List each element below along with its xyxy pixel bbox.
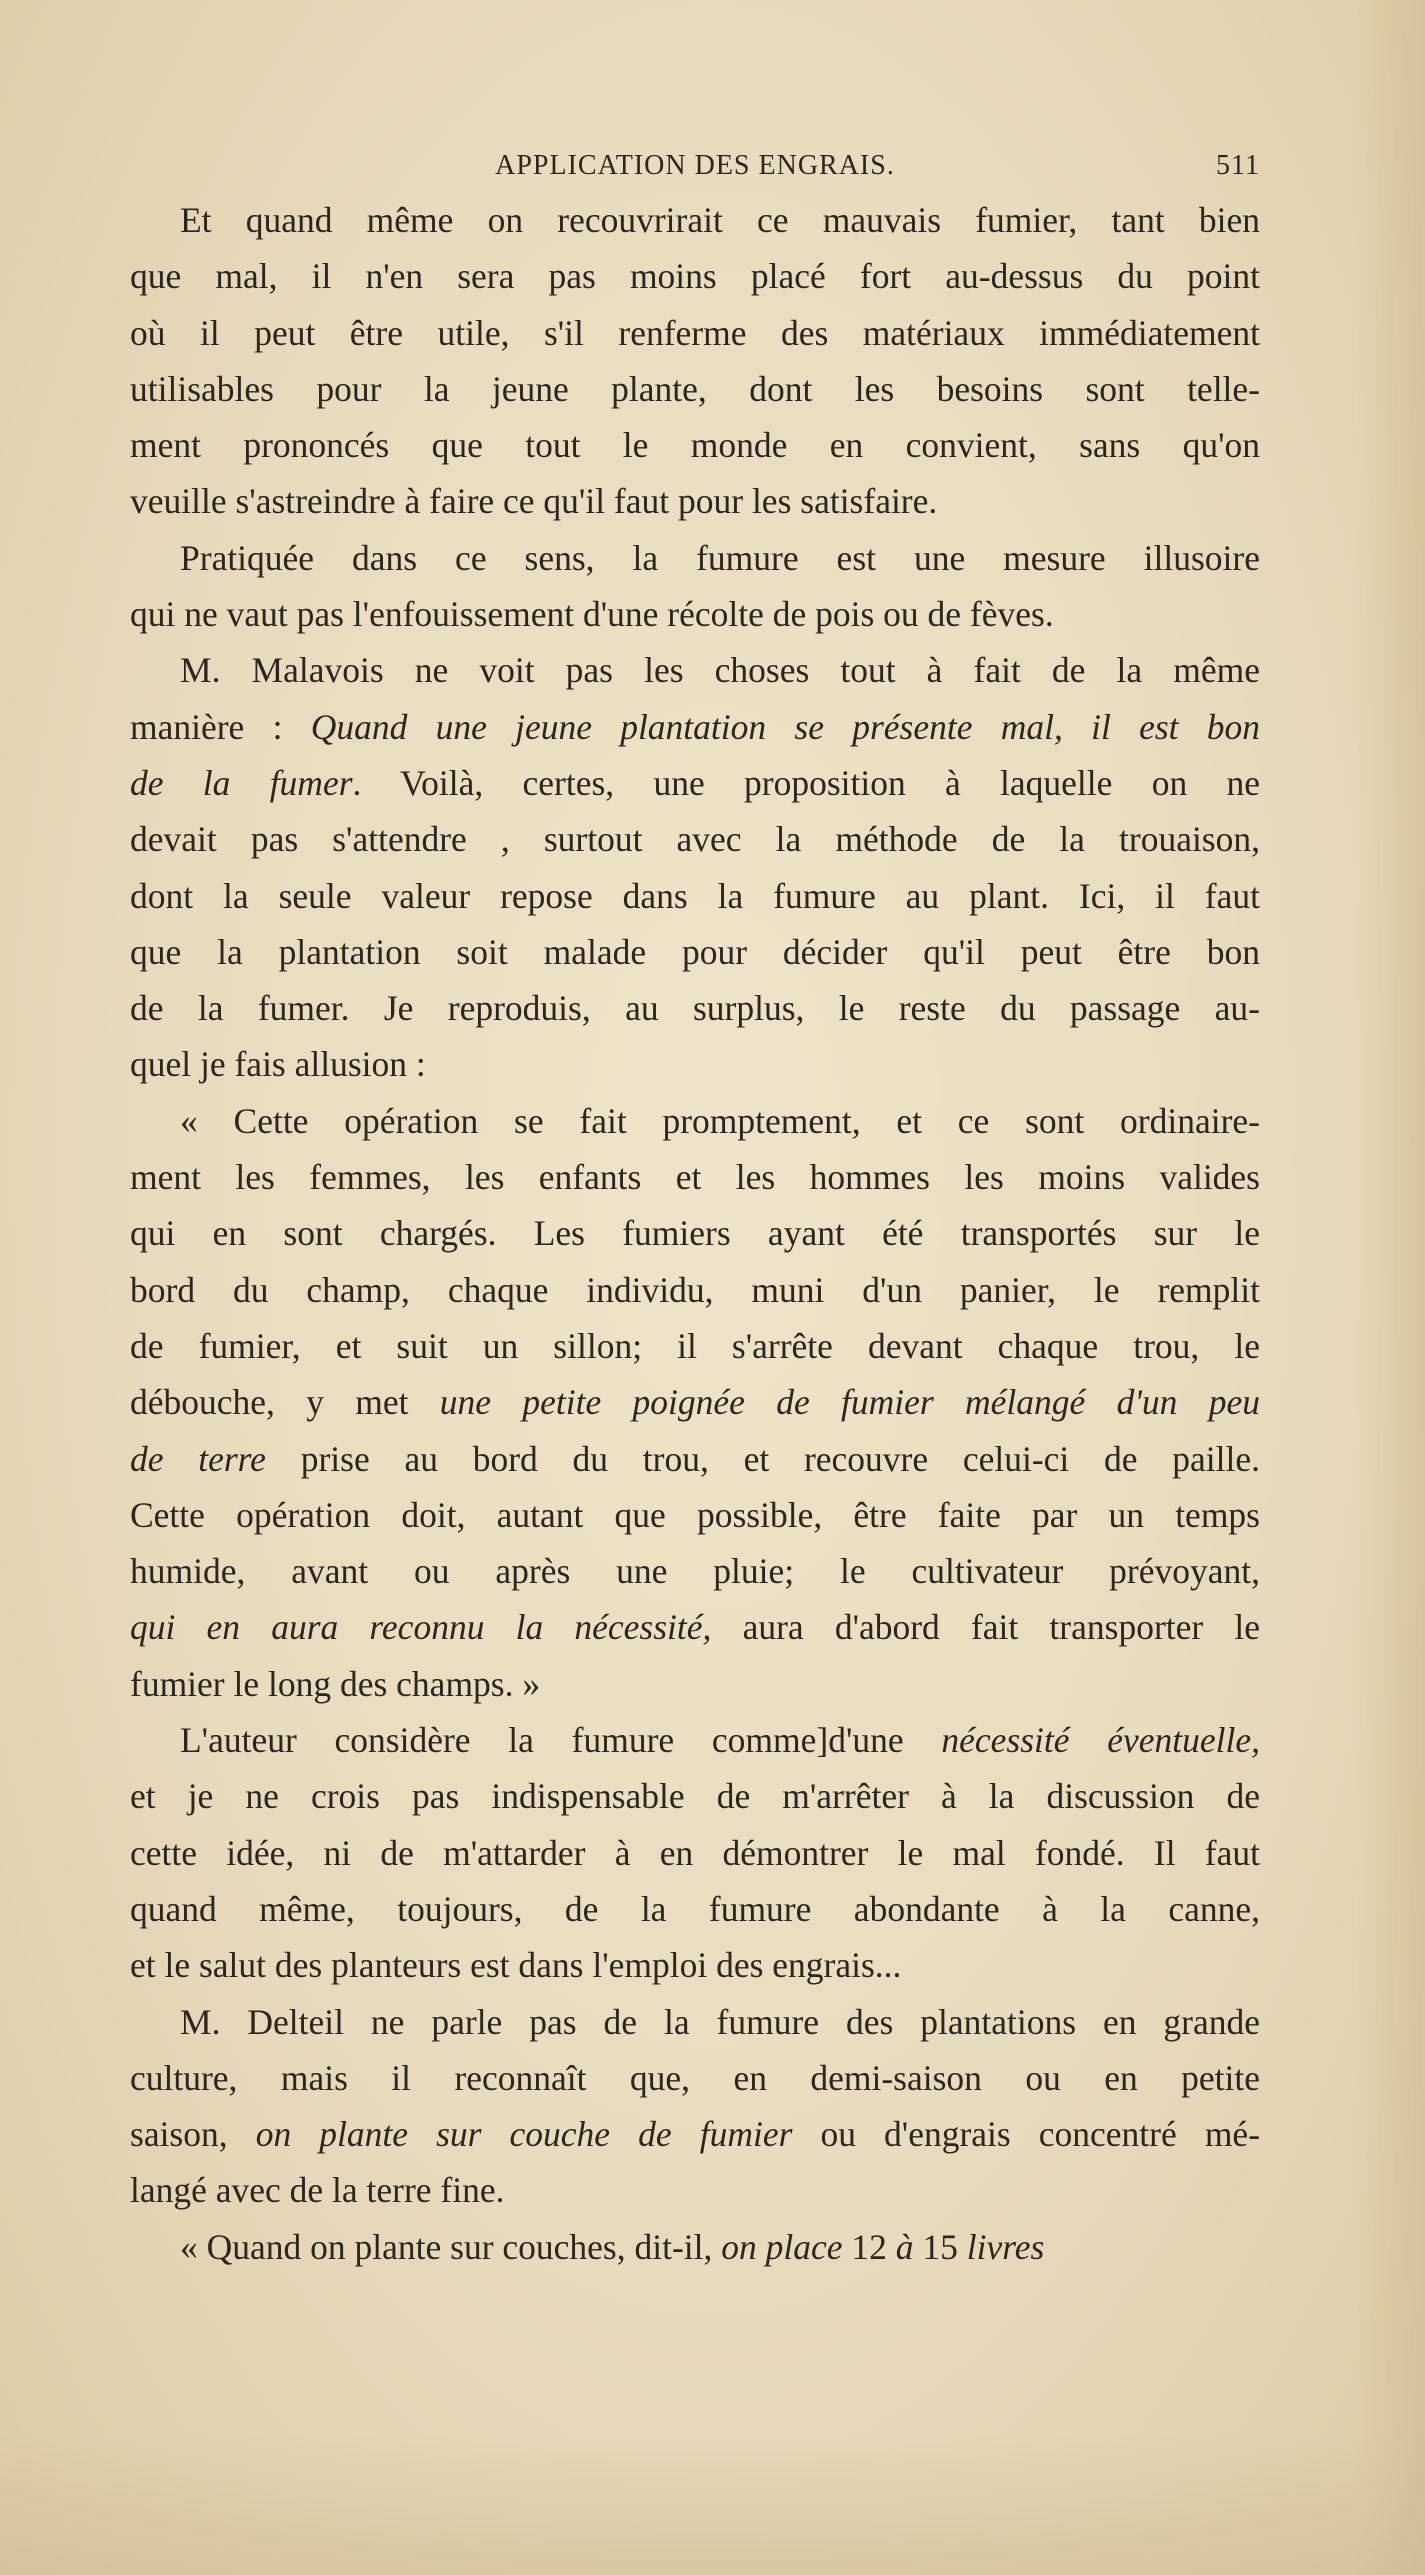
italic-text: de terre bbox=[130, 1438, 266, 1479]
text-segment: langé avec de la terre fine. bbox=[130, 2170, 505, 2211]
text-line bbox=[130, 417, 1260, 473]
text-line bbox=[130, 1036, 1260, 1092]
text-segment: prise au bord du trou, et recouvre celui-ci de paille. bbox=[265, 1438, 1260, 1479]
text-segment: ment prononcés que tout le monde en convient, sans qu'on bbox=[130, 425, 1260, 466]
text-line bbox=[130, 924, 1260, 980]
text-segment: manière : bbox=[130, 706, 311, 747]
text-line bbox=[130, 2050, 1260, 2106]
text-segment: de la fumer. Je reproduis, au surplus, le reste du passage au- bbox=[130, 988, 1260, 1029]
text-line bbox=[130, 1487, 1260, 1543]
text-line bbox=[130, 1599, 1260, 1655]
text-line bbox=[130, 1881, 1260, 1937]
italic-text: on plante sur couche de fumier bbox=[255, 2114, 793, 2155]
text-segment: de fumier, et suit un sillon; il s'arrête devant chaque trou, le bbox=[130, 1325, 1260, 1366]
text-segment: M. Delteil ne parle pas de la fumure des plantations en grande bbox=[180, 2001, 1260, 2042]
text-segment: où il peut être utile, s'il renferme des matériaux immédiatement bbox=[130, 312, 1260, 353]
italic-text: livres bbox=[966, 2226, 1045, 2267]
italic-text: qui en aura reconnu la nécessité, bbox=[130, 1607, 712, 1648]
text-segment: 12 bbox=[842, 2226, 896, 2267]
body-text bbox=[130, 192, 1260, 2275]
italic-text: une petite poignée de fumier mélangé d'un peu bbox=[439, 1382, 1260, 1423]
text-line bbox=[130, 1149, 1260, 1205]
text-line bbox=[130, 1431, 1260, 1487]
text-segment: L'auteur considère la fumure comme]d'une bbox=[180, 1720, 942, 1761]
text-segment: Pratiquée dans ce sens, la fumure est une mesure illusoire bbox=[180, 537, 1260, 578]
text-line bbox=[130, 1937, 1260, 1993]
text-line bbox=[130, 1712, 1260, 1768]
text-segment: 15 bbox=[913, 2226, 967, 2267]
text-segment: utilisables pour la jeune plante, dont les besoins sont telle- bbox=[130, 368, 1260, 409]
text-line bbox=[130, 1994, 1260, 2050]
italic-text: à bbox=[895, 2226, 914, 2267]
text-line bbox=[130, 586, 1260, 642]
text-line bbox=[130, 699, 1260, 755]
italic-text: Quand une jeune plantation se présente mal, il est bon bbox=[310, 706, 1260, 747]
text-line bbox=[130, 1825, 1260, 1881]
text-segment: qui en sont chargés. Les fumiers ayant été transportés sur le bbox=[130, 1213, 1260, 1254]
page-edge-shadow bbox=[1355, 0, 1425, 2575]
text-segment: veuille s'astreindre à faire ce qu'il faut pour les satisfaire. bbox=[130, 481, 938, 522]
text-segment: . Voilà, certes, une proposition à laquelle on ne bbox=[352, 762, 1260, 803]
text-line bbox=[130, 1768, 1260, 1824]
text-line bbox=[130, 530, 1260, 586]
italic-text: de la fumer bbox=[130, 762, 353, 803]
text-line bbox=[130, 473, 1260, 529]
text-segment: Et quand même on recouvrirait ce mauvais fumier, tant bien bbox=[180, 200, 1260, 240]
text-line bbox=[130, 980, 1260, 1036]
text-line bbox=[130, 811, 1260, 867]
text-segment: saison, bbox=[130, 2114, 256, 2155]
text-segment: humide, avant ou après une pluie; le cultivateur prévoyant, bbox=[130, 1551, 1260, 1592]
text-segment: « Quand on plante sur couches, dit-il, bbox=[180, 2226, 722, 2267]
running-title: APPLICATION DES ENGRAIS. bbox=[495, 150, 895, 181]
text-line bbox=[130, 1205, 1260, 1261]
text-segment: ment les femmes, les enfants et les hommes les moins valides bbox=[130, 1157, 1260, 1198]
text-line bbox=[130, 642, 1260, 698]
text-segment: débouche, y met bbox=[130, 1382, 440, 1423]
text-line bbox=[130, 1656, 1260, 1712]
text-line bbox=[130, 2162, 1260, 2218]
text-segment: fumier le long des champs. » bbox=[130, 1663, 541, 1704]
text-segment: « Cette opération se fait promptement, et ce sont ordinaire- bbox=[180, 1100, 1260, 1141]
text-line bbox=[130, 2219, 1260, 2275]
page-bottom-shadow bbox=[0, 2435, 1425, 2575]
running-header bbox=[130, 150, 1260, 190]
text-segment: et je ne crois pas indispensable de m'arrêter à la discussion de bbox=[130, 1776, 1260, 1817]
text-segment: cette idée, ni de m'attarder à en démontrer le mal fondé. Il faut bbox=[130, 1832, 1260, 1873]
italic-text: on place bbox=[721, 2226, 843, 2267]
text-line bbox=[130, 868, 1260, 924]
text-segment: quel je fais allusion : bbox=[130, 1044, 426, 1085]
italic-text: nécessité éventuelle, bbox=[941, 1720, 1260, 1761]
text-segment: ou d'engrais concentré mé- bbox=[792, 2114, 1260, 2155]
text-line bbox=[130, 1093, 1260, 1149]
text-segment: qui ne vaut pas l'enfouissement d'une récolte de pois ou de fèves. bbox=[130, 594, 1054, 635]
text-segment: dont la seule valeur repose dans la fumure au plant. Ici, il faut bbox=[130, 875, 1260, 916]
text-line bbox=[130, 1262, 1260, 1318]
text-segment: M. Malavois ne voit pas les choses tout à fait de la même bbox=[180, 650, 1260, 691]
text-line bbox=[130, 755, 1260, 811]
text-segment: et le salut des planteurs est dans l'emploi des engrais... bbox=[130, 1945, 902, 1986]
text-segment: Cette opération doit, autant que possible, être faite par un temps bbox=[130, 1494, 1260, 1535]
text-line bbox=[130, 305, 1260, 361]
text-segment: quand même, toujours, de la fumure abondante à la canne, bbox=[130, 1888, 1260, 1929]
text-segment: aura d'abord fait transporter le bbox=[711, 1607, 1260, 1648]
text-line bbox=[130, 248, 1260, 304]
text-line bbox=[130, 1318, 1260, 1374]
text-segment: que la plantation soit malade pour décider qu'il peut être bon bbox=[130, 931, 1260, 972]
text-line bbox=[130, 2106, 1260, 2162]
text-line bbox=[130, 192, 1260, 248]
text-line bbox=[130, 1543, 1260, 1599]
text-segment: culture, mais il reconnaît que, en demi-saison ou en petite bbox=[130, 2057, 1260, 2098]
text-segment: que mal, il n'en sera pas moins placé fort au-dessus du point bbox=[130, 256, 1260, 297]
text-line bbox=[130, 361, 1260, 417]
text-segment: bord du champ, chaque individu, muni d'un panier, le remplit bbox=[130, 1269, 1260, 1310]
page-number: 511 bbox=[1216, 150, 1260, 181]
text-segment: devait pas s'attendre , surtout avec la méthode de la trouaison, bbox=[130, 819, 1260, 860]
text-line bbox=[130, 1374, 1260, 1430]
